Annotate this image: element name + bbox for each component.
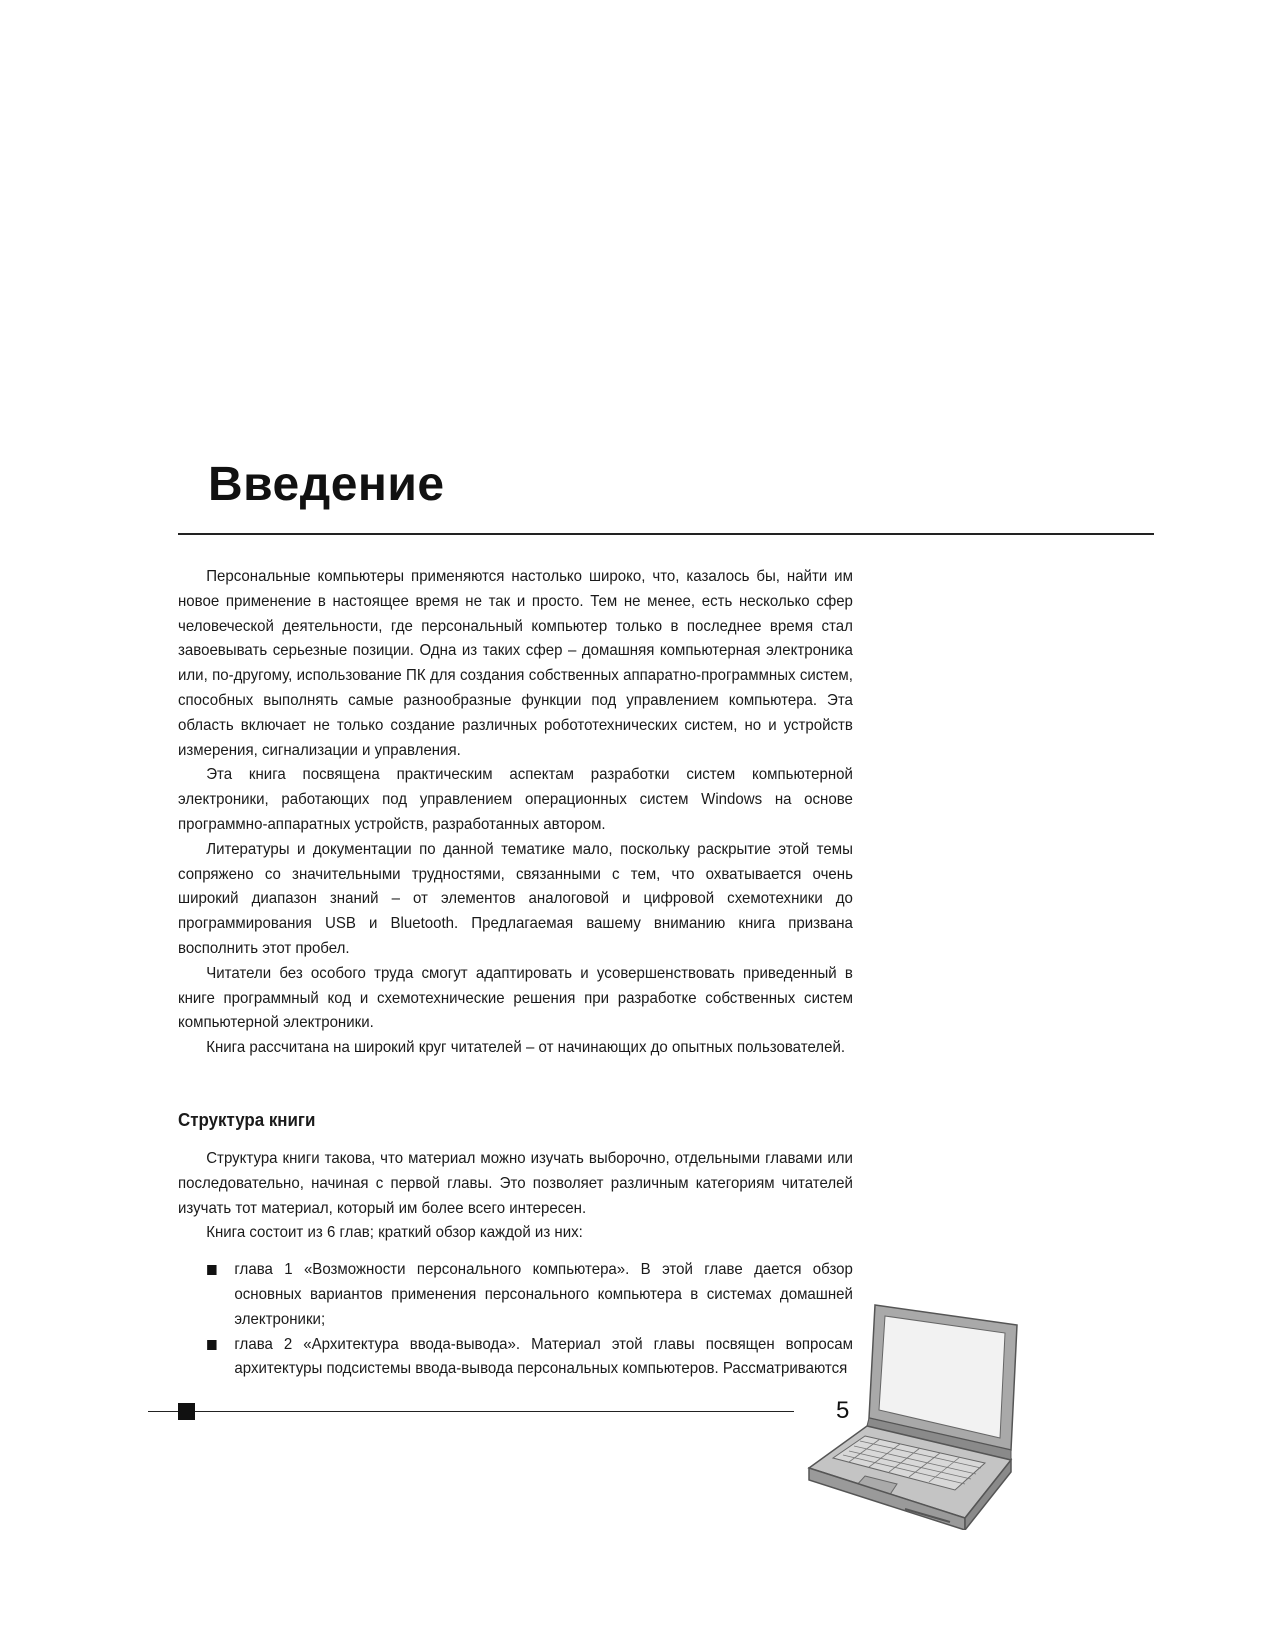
- list-item-text: глава 1 «Возможности персонального компьютера». В этой главе дается обзор основных вариантов применения персонального компьютера в системах домашней электроники;: [234, 1261, 853, 1328]
- structure-paragraph: Структура книги такова, что материал можно изучать выборочно, отдельными главами или последовательно, начиная с первой главы. Это позволяет различным категориям читателей изучать тот материал, который им более всего интересен.: [178, 1149, 853, 1217]
- square-bullet-icon: [207, 1340, 216, 1350]
- page-body: [178, 565, 853, 1382]
- list-item: [178, 1258, 853, 1332]
- square-bullet-icon: [207, 1265, 216, 1275]
- page-number: 5: [836, 1397, 850, 1424]
- chapter-title: Введение: [208, 458, 445, 511]
- chapter-list: [178, 1258, 853, 1382]
- intro-paragraph: Эта книга посвящена практическим аспектам разработки систем компьютерной электроники, работающих под управлением операционных систем Windows на основе программно-аппаратных устройств, разработанных автором.: [178, 766, 853, 833]
- title-divider: [178, 533, 1154, 535]
- list-item-text: глава 2 «Архитектура ввода-вывода». Материал этой главы посвящен вопросам архитектуры подсистемы ввода-вывода персональных компьютеров. Рассматриваются: [234, 1335, 853, 1378]
- list-item: [178, 1333, 853, 1383]
- intro-paragraph: Персональные компьютеры применяются настолько широко, что, казалось бы, найти им новое применение в настоящее время не так и просто. Тем не менее, есть несколько сфер человеческой деятельности, где персональный компьютер только в последнее время стал завоевывать серьезные позиции. Одна из таких сфер – домашняя компьютерная электроника или, по-другому, использование ПК для создания собственных аппаратно-программных систем, способных выполнять самые разнообразные функции под управлением компьютера. Эта область включает не только создание различных робототехнических систем, но и устройств измерения, сигнализации и управления.: [178, 568, 853, 759]
- intro-paragraph: Литературы и документации по данной тематике мало, поскольку раскрытие этой темы сопряжено со значительными трудностями, связанными с тем, что охватывается очень широкий диапазон знаний – от элементов аналоговой и цифровой схемотехники до программирования USB и Bluetooth. Предлагаемая вашему вниманию книга призвана восполнить этот пробел.: [178, 840, 853, 957]
- footer-square-icon: [178, 1403, 195, 1420]
- laptop-icon: [805, 1300, 1023, 1530]
- intro-paragraph: Читатели без особого труда смогут адаптировать и усовершенствовать приведенный в книге программный код и схемотехнические решения при разработке собственных систем компьютерной электроники.: [178, 964, 853, 1032]
- intro-paragraph: Книга рассчитана на широкий круг читателей – от начинающих до опытных пользователей.: [206, 1039, 846, 1057]
- structure-paragraph: Книга состоит из 6 глав; краткий обзор каждой из них:: [206, 1224, 583, 1242]
- section-heading: Структура книги: [178, 1109, 316, 1130]
- footer-divider: [148, 1411, 794, 1412]
